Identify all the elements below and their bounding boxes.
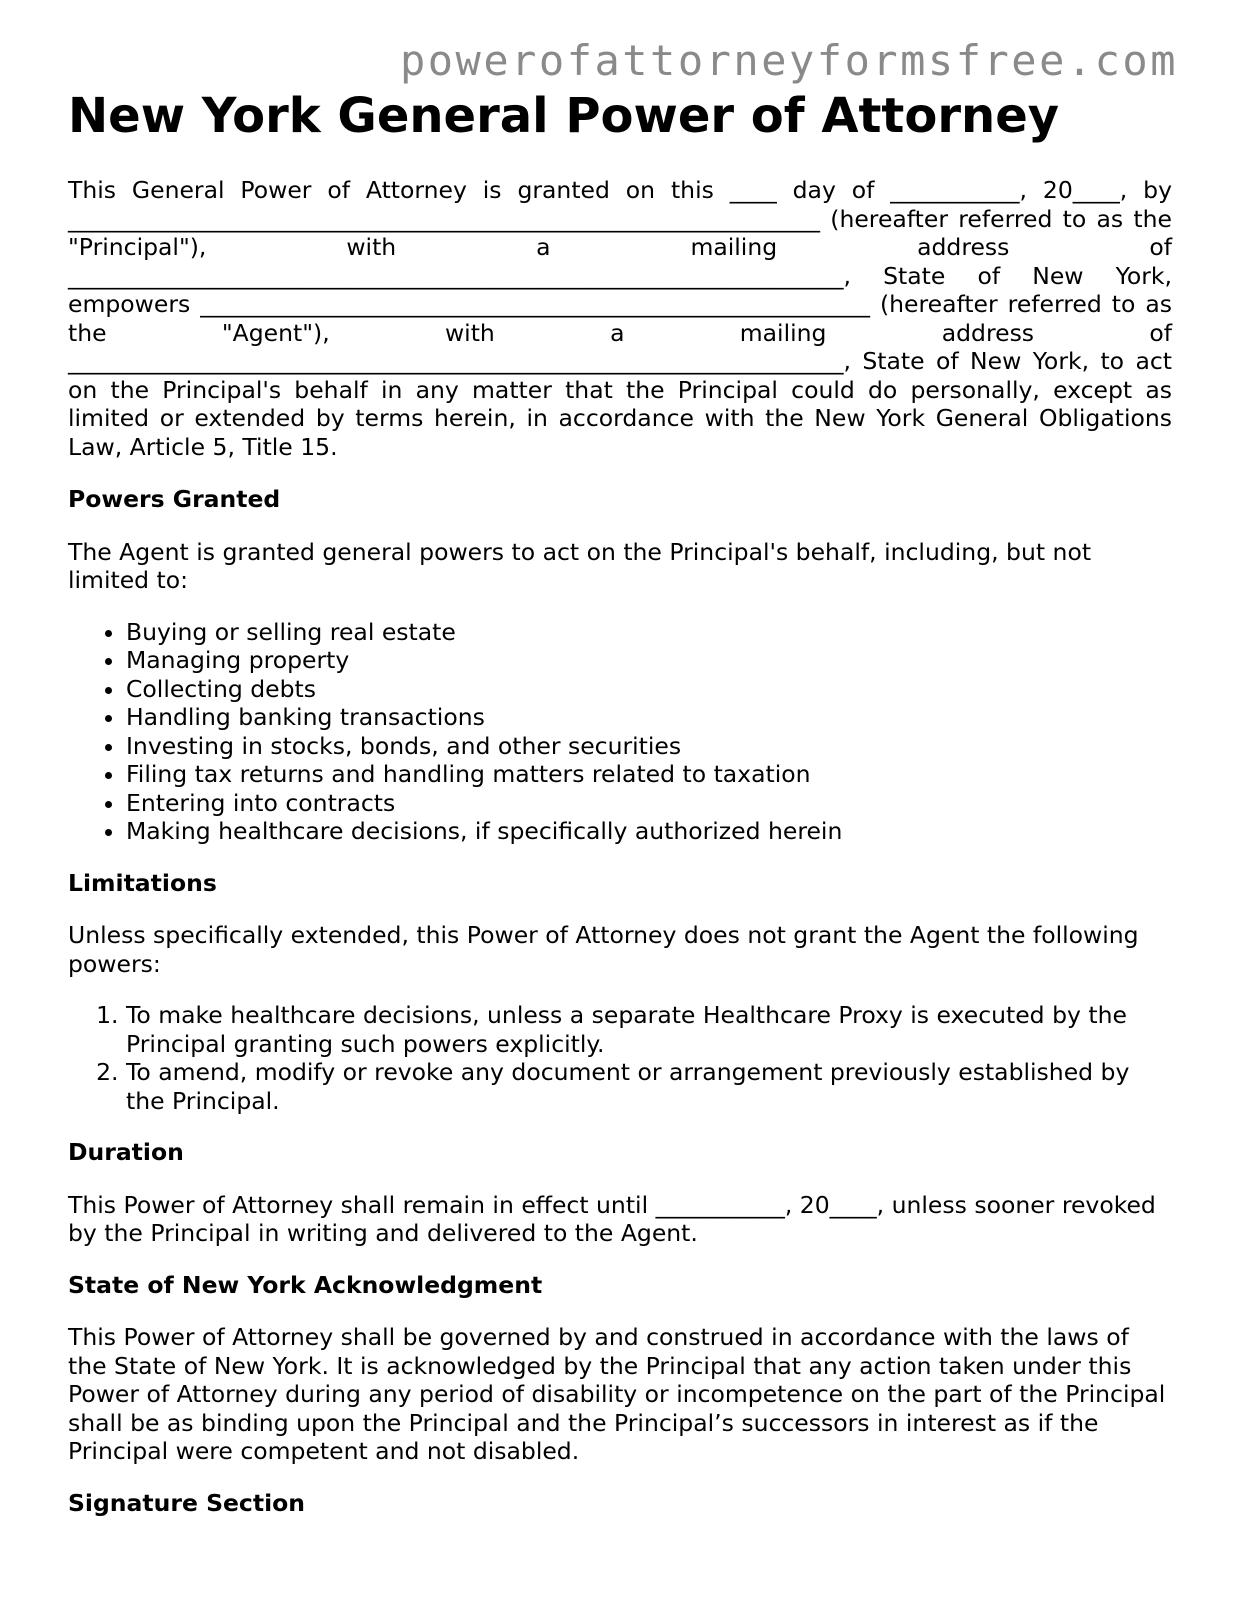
powers-granted-text: The Agent is granted general powers to act on the Principal's behalf, including, but not limited to:: [68, 537, 1092, 594]
list-item: • Filing tax returns and handling matters related to taxation: [126, 760, 1172, 789]
acknowledgment-text: This Power of Attorney shall be governed by and construed in accordance with the laws of the State of New York. It is acknowledged by the Principal that any action taken under this Power of Attorney during any period of disability or incompetence on the part of the Principal shall be as binding upon the Principal and the Principal’s successors in interest as if the Principal were competent and not disabled.: [68, 1323, 1166, 1465]
limitations-text: Unless specifically extended, this Power of Attorney does not grant the Agent the following powers:: [68, 921, 1139, 978]
list-item: • Entering into contracts: [126, 789, 1172, 818]
limitations-list: [68, 1001, 1172, 1115]
watermark-text: powerofattorneyformsfree.com: [399, 36, 1178, 85]
list-item: • Buying or selling real estate: [126, 618, 1172, 647]
acknowledgment-heading: State of New York Acknowledgment: [68, 1270, 543, 1299]
list-item: • Making healthcare decisions, if specifically authorized herein: [126, 817, 1172, 846]
powers-granted-heading: Powers Granted: [68, 485, 281, 513]
list-item: 2. To amend, modify or revoke any document or arrangement previously established by the Principal.: [126, 1058, 1172, 1115]
list-item: • Handling banking transactions: [126, 703, 1172, 732]
intro-paragraph: This General Power of Attorney is granted on this ____ day of ___________, 20____, by ________________________________________________________________ (hereafter referred to as the "Principal"), with a mailing address of __________________________________________________________________, State of New York, empowers _________________________________________________________ (hereafter referred to as the "Agent"), with a mailing address of __________________________________________________________________, State of New York, to act on the Principal's behalf in any matter that the Principal could do personally, except as limited or extended by terms herein, in accordance with the New York General Obligations Law, Article 5, Title 15.: [68, 176, 1172, 461]
document-body: [68, 84, 1172, 1541]
powers-list: [68, 618, 1172, 846]
duration-text: This Power of Attorney shall remain in effect until ___________, 20____, unless sooner revoked by the Principal in writing and delivered to the Agent.: [68, 1190, 1156, 1247]
limitations-heading: Limitations: [68, 868, 217, 897]
page-title: New York General Power of Attorney: [68, 88, 1060, 144]
signature-section-heading: Signature Section: [68, 1488, 306, 1517]
duration-heading: Duration: [68, 1138, 184, 1166]
list-item: • Managing property: [126, 646, 1172, 675]
list-item: • Investing in stocks, bonds, and other securities: [126, 732, 1172, 761]
list-item: • Collecting debts: [126, 675, 1172, 704]
list-item: 1. To make healthcare decisions, unless a separate Healthcare Proxy is executed by the Principal granting such powers explicitly.: [126, 1001, 1172, 1058]
